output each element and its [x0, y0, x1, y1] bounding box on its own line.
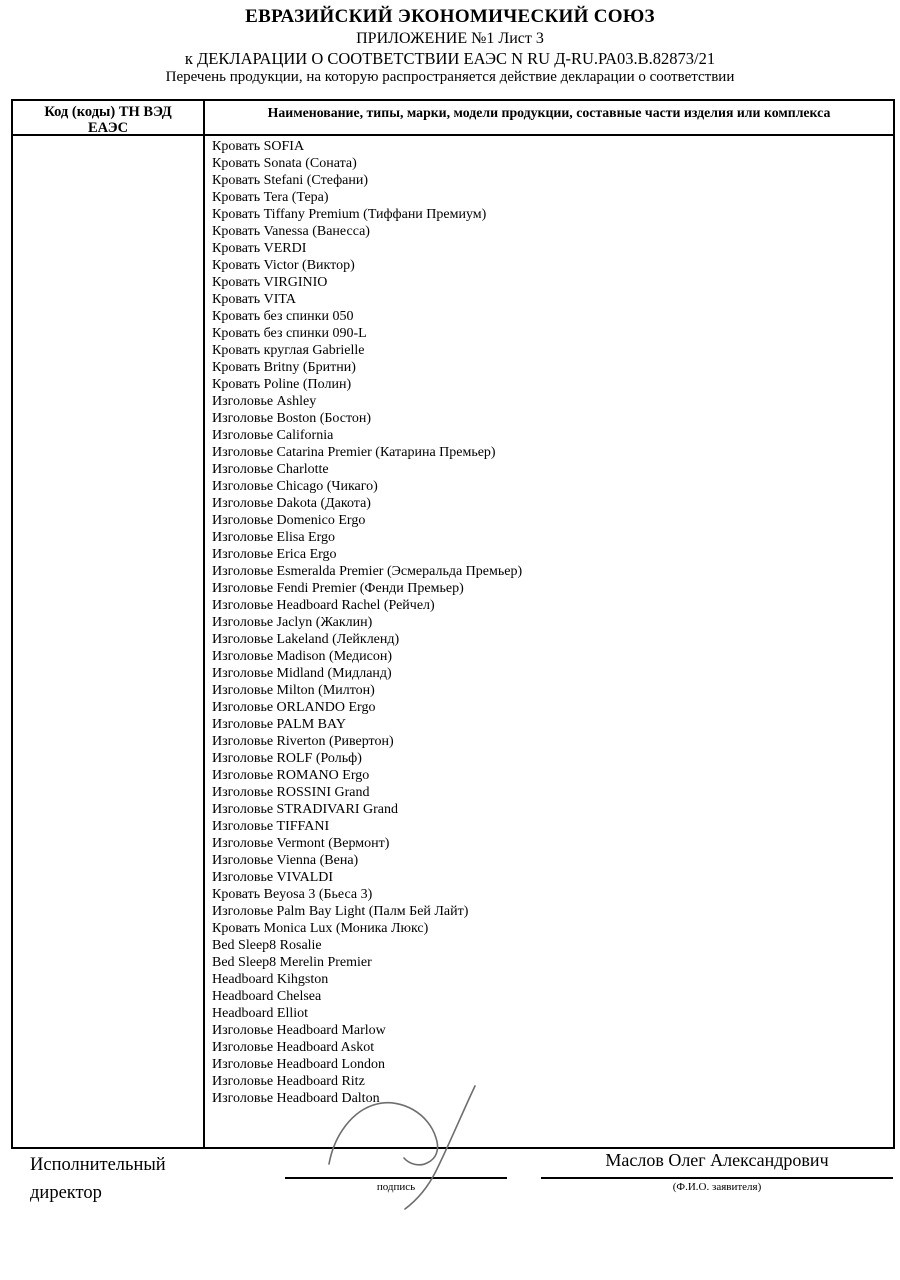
product-item: Изголовье Boston (Бостон)	[212, 411, 372, 426]
product-item: Изголовье Palm Bay Light (Палм Бей Лайт)	[212, 904, 469, 919]
column-header-tnved-code-line1: Код (коды) ТН ВЭД	[44, 104, 172, 120]
signature-underline	[285, 1177, 507, 1179]
product-item: Изголовье California	[212, 428, 334, 443]
product-item: Кровать без спинки 090-L	[212, 326, 367, 341]
product-item: Кровать VIRGINIO	[212, 275, 328, 290]
product-item: Изголовье ORLANDO Ergo	[212, 700, 376, 715]
product-item: Кровать Vanessa (Ванесса)	[212, 224, 370, 239]
product-item: Кровать Tiffany Premium (Тиффани Премиум)	[212, 207, 487, 222]
product-item: Изголовье Jaclyn (Жаклин)	[212, 615, 373, 630]
product-item: Изголовье TIFFANI	[212, 819, 330, 834]
product-item: Изголовье Madison (Медисон)	[212, 649, 392, 664]
product-item: Изголовье Lakeland (Лейкленд)	[212, 632, 400, 647]
product-item: Изголовье Ashley	[212, 394, 317, 409]
product-item: Изголовье ROLF (Рольф)	[212, 751, 362, 766]
applicant-position-label	[30, 1151, 166, 1207]
product-item: Изголовье Catarina Premier (Катарина Премьер)	[212, 445, 496, 460]
product-item: Кровать Tera (Тера)	[212, 190, 329, 205]
product-item: Изголовье Headboard Dalton	[212, 1091, 380, 1106]
product-item: Кровать VERDI	[212, 241, 307, 256]
page-title: ЕВРАЗИЙСКИЙ ЭКОНОМИЧЕСКИЙ СОЮЗ	[245, 6, 655, 27]
product-item: Изголовье Domenico Ergo	[212, 513, 366, 528]
product-item: Изголовье ROSSINI Grand	[212, 785, 370, 800]
column-header-tnved-code-line2: ЕАЭС	[87, 120, 129, 136]
applicant-name-underline	[541, 1177, 893, 1179]
product-item: Кровать круглая Gabrielle	[212, 343, 365, 358]
product-item: Изголовье Milton (Милтон)	[212, 683, 375, 698]
product-item: Headboard Chelsea	[212, 989, 322, 1004]
product-item: Кровать VITA	[212, 292, 296, 307]
product-item: Bed Sleep8 Rosalie	[212, 938, 322, 953]
product-item: Изголовье PALM BAY	[212, 717, 346, 732]
applicant-position-line1: Исполнительный	[30, 1155, 166, 1175]
product-item: Изголовье Vermont (Вермонт)	[212, 836, 390, 851]
product-item: Кровать без спинки 050	[212, 309, 354, 324]
product-item: Изголовье VIVALDI	[212, 870, 334, 885]
applicant-name-caption: (Ф.И.О. заявителя)	[672, 1181, 762, 1193]
product-item: Изголовье Charlotte	[212, 462, 329, 477]
product-item: Изголовье Chicago (Чикаго)	[212, 479, 378, 494]
product-item: Кровать Victor (Виктор)	[212, 258, 355, 273]
product-item: Изголовье Headboard Marlow	[212, 1023, 386, 1038]
product-item: Изголовье STRADIVARI Grand	[212, 802, 399, 817]
product-item: Изголовье Fendi Premier (Фенди Премьер)	[212, 581, 464, 596]
signature-caption: подпись	[376, 1181, 416, 1193]
product-item: Изголовье Riverton (Ривертон)	[212, 734, 394, 749]
product-item: Кровать Beyosa 3 (Бьеса 3)	[212, 887, 373, 902]
product-item: Headboard Elliot	[212, 1006, 309, 1021]
product-list	[205, 136, 893, 1147]
product-item: Кровать Poline (Полин)	[212, 377, 352, 392]
product-item: Изголовье Elisa Ergo	[212, 530, 335, 545]
product-item: Кровать Stefani (Стефани)	[212, 173, 369, 188]
product-item: Изголовье Vienna (Вена)	[212, 853, 359, 868]
product-item: Кровать Sonata (Соната)	[212, 156, 357, 171]
tnved-code-cell	[13, 136, 205, 1147]
appendix-subtitle: ПРИЛОЖЕНИЕ №1 Лист 3	[356, 30, 544, 47]
column-header-product-name: Наименование, типы, марки, модели продукции, составные части изделия или комплекса	[205, 101, 893, 136]
product-item: Bed Sleep8 Merelin Premier	[212, 955, 372, 970]
product-item: Headboard Kihgston	[212, 972, 329, 987]
column-header-tnved-code	[13, 101, 205, 136]
product-item: Кровать SOFIA	[212, 139, 305, 154]
product-item: Изголовье Erica Ergo	[212, 547, 337, 562]
product-item: Изголовье Headboard Askot	[212, 1040, 375, 1055]
products-table	[11, 99, 895, 1149]
product-item: Изголовье Headboard Ritz	[212, 1074, 365, 1089]
product-item: Кровать Britny (Бритни)	[212, 360, 356, 375]
product-item: Изголовье Dakota (Дакота)	[212, 496, 371, 511]
applicant-position-line2: директор	[30, 1183, 102, 1203]
applicant-name: Маслов Олег Александрович	[605, 1150, 829, 1170]
product-scope-subtitle: Перечень продукции, на которую распространяется действие декларации о соответствии	[165, 69, 735, 85]
product-item: Изголовье ROMANO Ergo	[212, 768, 370, 783]
product-item: Изголовье Headboard Rachel (Рейчел)	[212, 598, 435, 613]
product-item: Изголовье Midland (Мидланд)	[212, 666, 392, 681]
product-item: Изголовье Esmeralda Premier (Эсмеральда Премьер)	[212, 564, 523, 579]
declaration-number-subtitle: к ДЕКЛАРАЦИИ О СООТВЕТСТВИИ ЕАЭС N RU Д-RU.РА03.В.82873/21	[184, 49, 716, 68]
product-item: Изголовье Headboard London	[212, 1057, 386, 1072]
product-item: Кровать Monica Lux (Моника Люкс)	[212, 921, 429, 936]
